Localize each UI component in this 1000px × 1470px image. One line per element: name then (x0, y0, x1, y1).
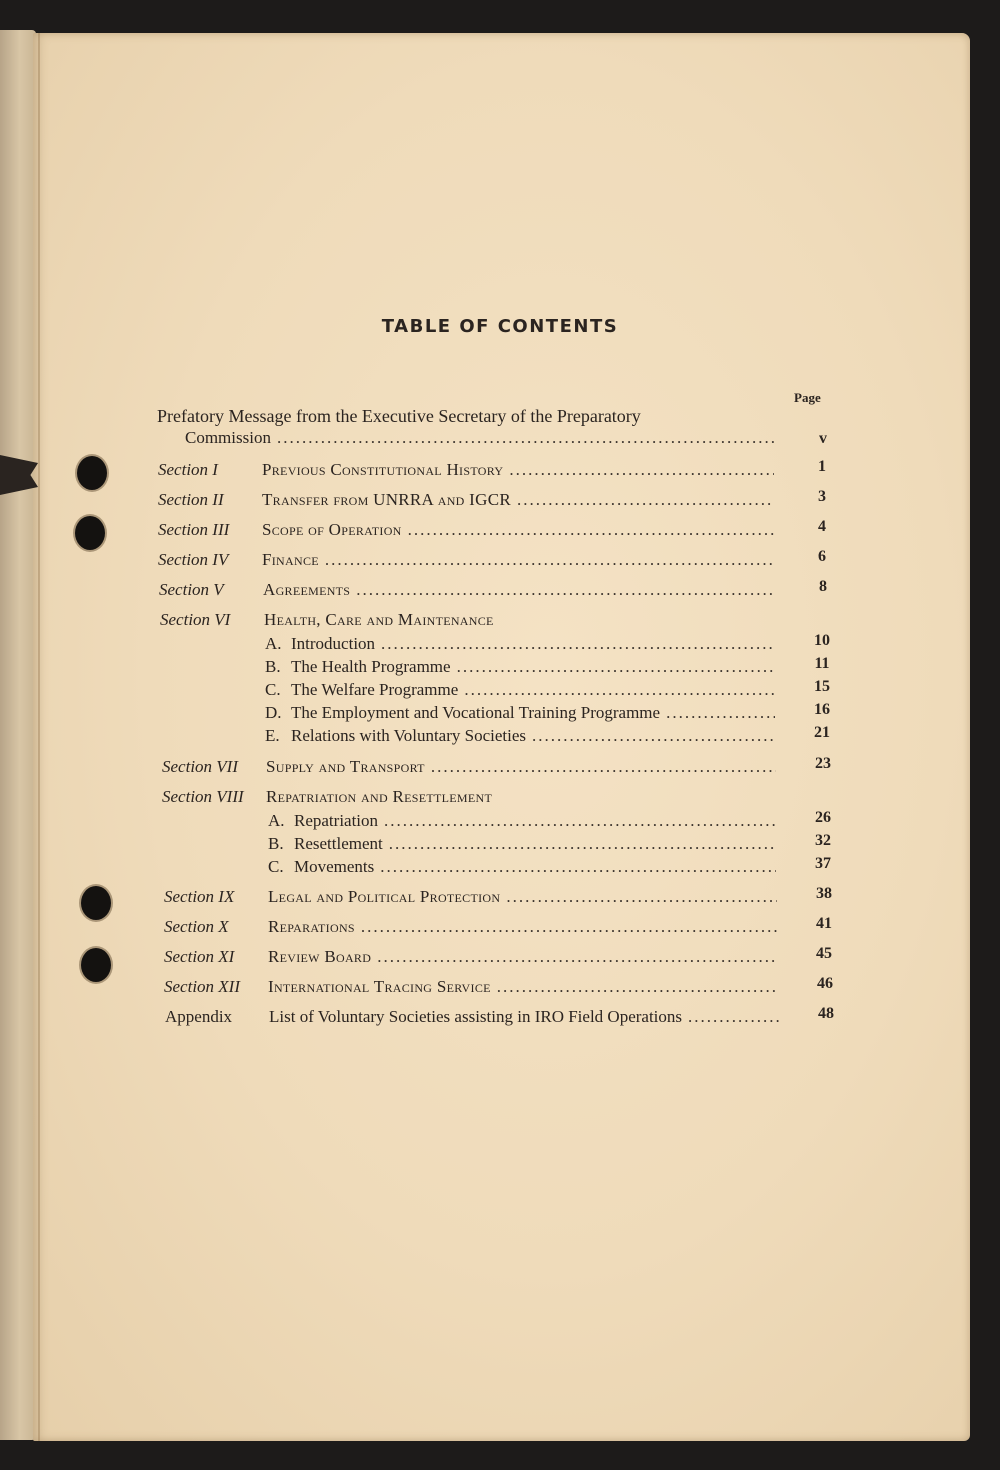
page-number: 46 (817, 975, 833, 992)
leader-dots (361, 917, 777, 937)
section-title: Reparations (268, 917, 355, 936)
page-number: 8 (819, 578, 827, 595)
leader-dots (464, 680, 775, 700)
page-number: 38 (816, 885, 832, 902)
leader-dots (517, 490, 774, 510)
page-number: 32 (815, 832, 831, 849)
section-title: Scope of Operation (262, 520, 402, 539)
section-title: Legal and Political Protection (268, 887, 501, 906)
toc-entry-section-8 (162, 787, 776, 807)
subsection-letter: A. (268, 811, 285, 830)
subsection-8a (268, 811, 776, 831)
appendix-label: Appendix (165, 1007, 233, 1026)
section-title: Review Board (268, 947, 372, 966)
section-title: Finance (262, 550, 319, 569)
subsection-title: The Employment and Vocational Training Programme (291, 703, 661, 722)
section-label: Section III (158, 520, 230, 539)
subsection-6d (265, 703, 775, 723)
subsection-letter: E. (265, 726, 280, 745)
subsection-8c (268, 857, 776, 877)
section-label: Section VII (162, 757, 238, 776)
toc-entry-section-10 (164, 917, 777, 937)
toc-entry-section-2 (158, 490, 774, 510)
leader-dots (356, 580, 774, 600)
page-number: 4 (818, 518, 826, 535)
section-title: Health, Care and Maintenance (264, 610, 494, 629)
leader-dots (384, 811, 776, 831)
leader-dots (506, 887, 777, 907)
toc-entry-appendix (165, 1007, 782, 1027)
subsection-letter: C. (265, 680, 281, 699)
leader-dots (532, 726, 775, 746)
toc-entry-section-1 (158, 460, 774, 480)
leader-dots (381, 634, 775, 654)
leader-dots (666, 703, 775, 723)
page-number: 21 (814, 724, 830, 741)
subsection-letter: B. (268, 834, 284, 853)
leader-dots (509, 460, 774, 480)
toc-entry-section-12 (164, 977, 778, 997)
page-number: 37 (815, 855, 831, 872)
section-label: Section II (158, 490, 224, 509)
page-number: 15 (814, 678, 830, 695)
subsection-6b (265, 657, 775, 677)
subsection-title: Introduction (291, 634, 376, 653)
prefatory-page-number: v (819, 430, 827, 447)
leader-dots (377, 947, 777, 967)
subsection-title: The Welfare Programme (291, 680, 459, 699)
leader-dots (688, 1007, 782, 1027)
prefatory-line-2 (185, 428, 775, 448)
subsection-title: Relations with Voluntary Societies (291, 726, 526, 745)
leader-dots (277, 428, 775, 448)
section-title: International Tracing Service (268, 977, 491, 996)
leader-dots (380, 857, 776, 877)
facing-page-edge (0, 30, 36, 1440)
leader-dots (325, 550, 774, 570)
section-label: Section IX (164, 887, 235, 906)
subsection-6c (265, 680, 775, 700)
page-title: TABLE OF CONTENTS (381, 316, 619, 337)
page-number: 6 (818, 548, 826, 565)
prefatory-title-end: Commission (185, 428, 271, 447)
subsection-letter: C. (268, 857, 284, 876)
leader-dots (389, 834, 776, 854)
subsection-letter: A. (265, 634, 282, 653)
subsection-title: The Health Programme (291, 657, 451, 676)
punch-hole (77, 456, 107, 490)
section-title: Transfer from UNRRA and IGCR (262, 490, 511, 509)
page-number: 11 (814, 655, 830, 672)
page-number: 23 (815, 755, 831, 772)
spine-crease (38, 33, 40, 1441)
toc-entry-section-5 (159, 580, 774, 600)
leader-dots (457, 657, 775, 677)
subsection-title: Repatriation (294, 811, 379, 830)
page-number: 16 (814, 701, 830, 718)
toc-entry-section-6 (160, 610, 775, 630)
punch-hole (75, 516, 105, 550)
section-label: Section XII (164, 977, 240, 996)
section-label: Section V (159, 580, 224, 599)
leader-dots (497, 977, 778, 997)
section-title: Previous Constitutional History (262, 460, 504, 479)
page-number: 48 (818, 1005, 834, 1022)
prefatory-line-1: Prefatory Message from the Executive Secretary of the Preparatory (157, 406, 641, 426)
page-number: 26 (815, 809, 831, 826)
leader-dots (431, 757, 776, 777)
section-label: Section IV (158, 550, 229, 569)
section-label: Section VIII (162, 787, 244, 806)
toc-entry-section-11 (164, 947, 777, 967)
subsection-8b (268, 834, 776, 854)
subsection-title: Resettlement (294, 834, 383, 853)
section-label: Section I (158, 460, 218, 479)
section-title: Repatriation and Resettlement (266, 787, 493, 806)
subsection-title: Movements (294, 857, 375, 876)
subsection-6a (265, 634, 775, 654)
section-label: Section X (164, 917, 229, 936)
page-number: 45 (816, 945, 832, 962)
page-number: 3 (818, 488, 826, 505)
toc-entry-section-4 (158, 550, 774, 570)
subsection-6e (265, 726, 775, 746)
toc-entry-section-9 (164, 887, 777, 907)
section-label: Section VI (160, 610, 231, 629)
section-title: Agreements (263, 580, 351, 599)
section-title: Supply and Transport (266, 757, 425, 776)
punch-hole (81, 948, 111, 982)
appendix-title: List of Voluntary Societies assisting in IRO Field Operations (269, 1007, 683, 1026)
subsection-letter: B. (265, 657, 281, 676)
toc-entry-section-7 (162, 757, 776, 777)
page-number: 41 (816, 915, 832, 932)
leader-dots (408, 520, 774, 540)
page-number: 10 (814, 632, 830, 649)
toc-entry-section-3 (158, 520, 774, 540)
punch-hole (81, 886, 111, 920)
page-column-header: Page (794, 390, 821, 405)
subsection-letter: D. (265, 703, 282, 722)
section-label: Section XI (164, 947, 235, 966)
page-number: 1 (818, 458, 826, 475)
